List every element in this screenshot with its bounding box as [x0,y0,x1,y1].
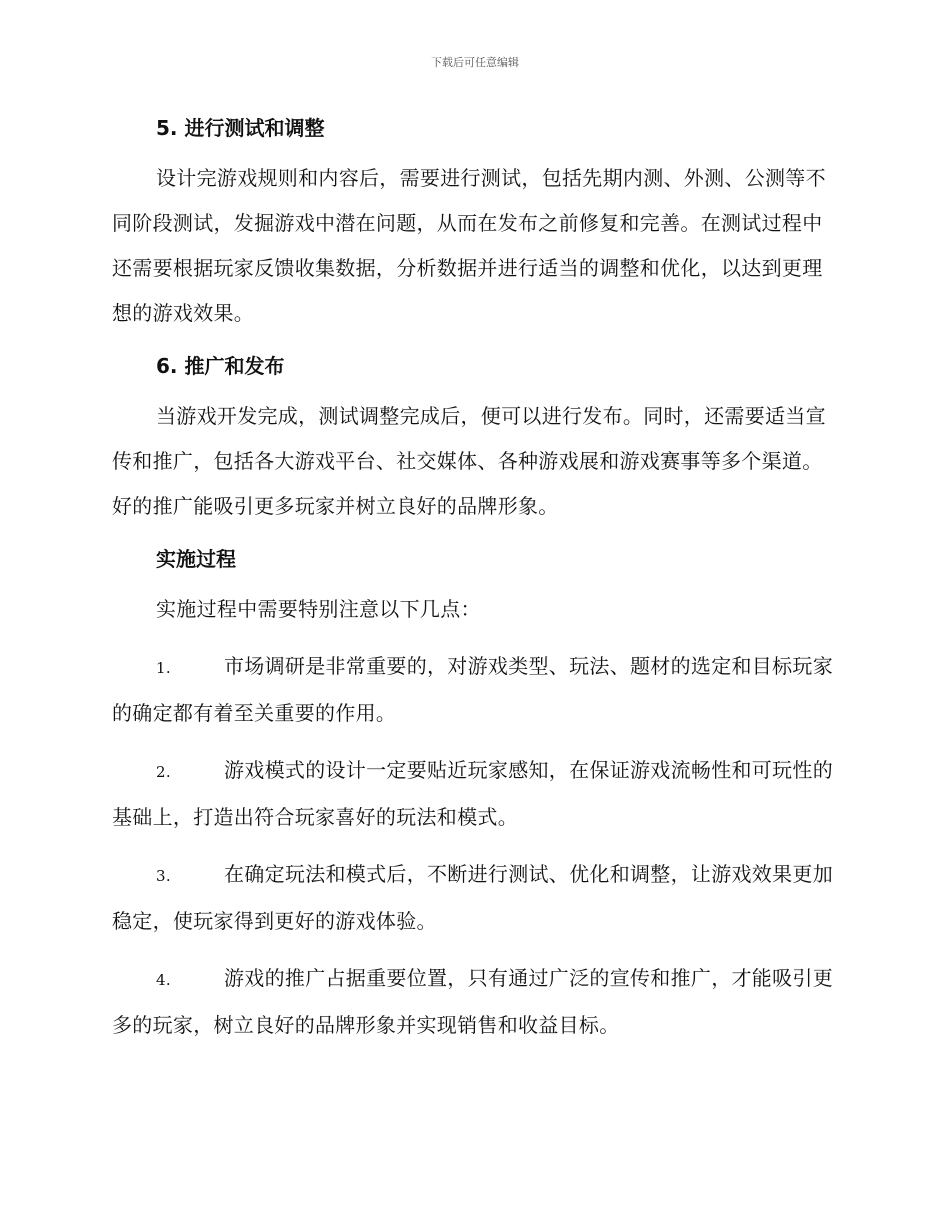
list-item-text: 在确定玩法和模式后，不断进行测试、优化和调整，让游戏效果更加稳定，使玩家得到更好的游戏体验。 [112,862,833,933]
list-item [112,644,842,736]
list-item [112,748,842,840]
section-5-paragraph: 设计完游戏规则和内容后，需要进行测试，包括先期内测、外测、公测等不同阶段测试，发掘游戏中潜在问题，从而在发布之前修复和完善。在测试过程中还需要根据玩家反馈收集数据，分析数据并进行适当的调整和优化，以达到更理想的游戏效果。 [112,166,826,325]
header-note: 下载后可任意编辑 [431,56,519,69]
list-item-number: 4. [156,971,171,989]
implementation-intro: 实施过程中需要特别注意以下几点： [156,597,481,621]
list-item-number: 3. [156,867,171,885]
list-item-number: 1. [156,659,171,677]
section-5-title: 5. 进行测试和调整 [156,116,325,140]
list-item-number: 2. [156,763,171,781]
implementation-title: 实施过程 [156,547,236,571]
section-6-paragraph: 当游戏开发完成，测试调整完成后，便可以进行发布。同时，还需要适当宣传和推广，包括各大游戏平台、社交媒体、各种游戏展和游戏赛事等多个渠道。好的推广能吸引更多玩家并树立良好的品牌形象。 [112,404,826,518]
document-body [112,112,842,1048]
list-item-text: 市场调研是非常重要的，对游戏类型、玩法、题材的选定和目标玩家的确定都有着至关重要的作用。 [112,654,833,725]
list-item [112,852,842,944]
list-item-text: 游戏的推广占据重要位置，只有通过广泛的宣传和推广，才能吸引更多的玩家，树立良好的品牌形象并实现销售和收益目标。 [112,966,833,1037]
section-6-title: 6. 推广和发布 [156,354,285,378]
list-item [112,956,842,1048]
list-item-text: 游戏模式的设计一定要贴近玩家感知，在保证游戏流畅性和可玩性的基础上，打造出符合玩家喜好的玩法和模式。 [112,758,833,829]
